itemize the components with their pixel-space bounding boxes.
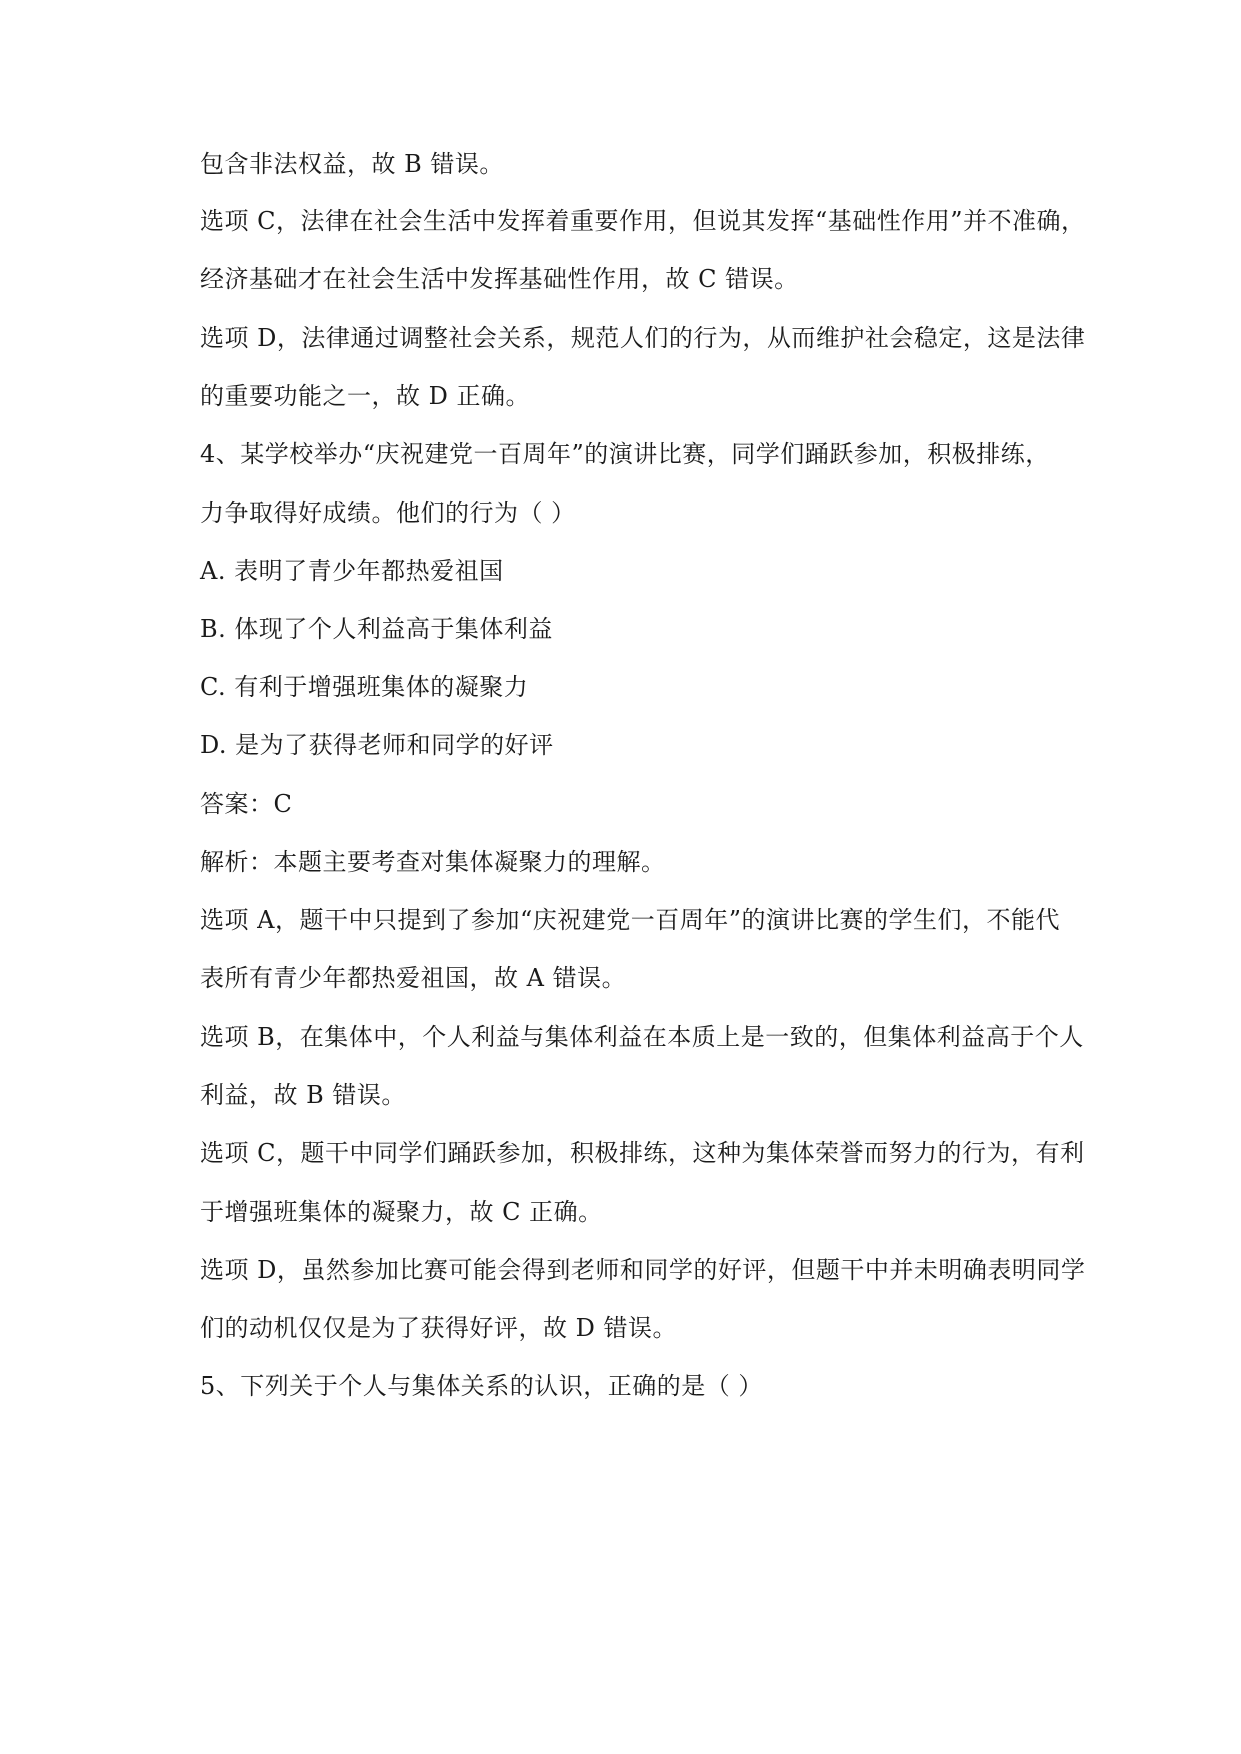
question-4-stem: 4、某学校举办“庆祝建党一百周年”的演讲比赛，同学们踊跃参加，积极排练， bbox=[200, 440, 1050, 468]
option-c: C. 有利于增强班集体的凝聚力 bbox=[200, 673, 529, 701]
question-5-stem: 5、下列关于个人与集体关系的认识，正确的是（ ） bbox=[200, 1372, 763, 1400]
text-line: 选项 D，法律通过调整社会关系，规范人们的行为，从而维护社会稳定，这是法律 bbox=[200, 324, 1086, 352]
text-line: 利益，故 B 错误。 bbox=[200, 1081, 406, 1109]
text-line: 选项 B，在集体中，个人利益与集体利益在本质上是一致的，但集体利益高于个人 bbox=[200, 1023, 1084, 1051]
text-line: 的重要功能之一，故 D 正确。 bbox=[200, 382, 530, 410]
text-line: 选项 A，题干中只提到了参加“庆祝建党一百周年”的演讲比赛的学生们，不能代 bbox=[200, 906, 1060, 934]
question-4-stem: 力争取得好成绩。他们的行为（ ） bbox=[200, 499, 576, 527]
option-d: D. 是为了获得老师和同学的好评 bbox=[200, 731, 554, 759]
analysis-line: 解析：本题主要考查对集体凝聚力的理解。 bbox=[200, 848, 666, 876]
text-line: 选项 C，题干中同学们踊跃参加，积极排练，这种为集体荣誉而努力的行为，有利 bbox=[200, 1139, 1085, 1167]
answer-line: 答案：C bbox=[200, 790, 293, 818]
text-line: 于增强班集体的凝聚力，故 C 正确。 bbox=[200, 1198, 603, 1226]
text-line: 经济基础才在社会生活中发挥基础性作用，故 C 错误。 bbox=[200, 265, 799, 293]
option-a: A. 表明了青少年都热爱祖国 bbox=[200, 557, 504, 585]
text-line: 包含非法权益，故 B 错误。 bbox=[200, 150, 504, 178]
text-line: 选项 C，法律在社会生活中发挥着重要作用，但说其发挥“基础性作用”并不准确， bbox=[200, 207, 1086, 235]
text-line: 们的动机仅仅是为了获得好评，故 D 错误。 bbox=[200, 1314, 677, 1342]
text-line: 选项 D，虽然参加比赛可能会得到老师和同学的好评，但题干中并未明确表明同学 bbox=[200, 1256, 1086, 1284]
option-b: B. 体现了个人利益高于集体利益 bbox=[200, 615, 553, 643]
text-line: 表所有青少年都热爱祖国，故 A 错误。 bbox=[200, 964, 627, 992]
